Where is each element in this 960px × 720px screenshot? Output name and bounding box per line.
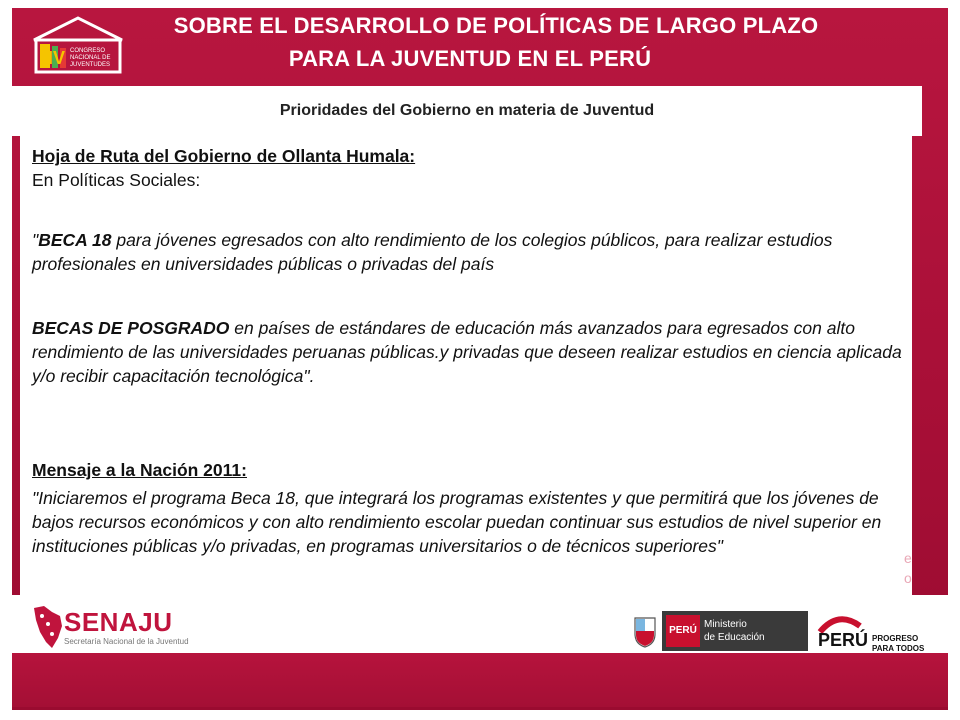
line-politicas-sociales: En Políticas Sociales:	[32, 170, 201, 190]
ministerio-educacion-logo	[662, 611, 808, 651]
subheader-band	[12, 86, 922, 136]
ghost-char-1: e	[904, 550, 912, 566]
subheader-title: Prioridades del Gobierno en materia de Juventud	[279, 102, 655, 119]
beca18-text: para jóvenes egresados con alto rendimiento de los colegios públicos, para realizar estudios profesionales en universidades públicas o privadas del país	[32, 230, 833, 274]
senaju-name: SENAJU	[64, 607, 173, 637]
slide-title-line2: PARA LA JUVENTUD EN EL PERÚ	[288, 46, 652, 71]
heading2-text: Mensaje a la Nación 2011:	[32, 460, 247, 480]
peru-wordmark: PERÚ	[818, 630, 869, 650]
posgrado-term: BECAS DE POSGRADO	[32, 318, 230, 338]
content-panel	[20, 134, 912, 606]
paragraph-mensaje: "Iniciaremos el programa Beca 18, que integrará los programas existentes y que permitirá que los jóvenes de bajos recursos económicos y con alto rendimiento escolar puedan continuar sus estudios de nivel superior en instituciones públicas y/o privadas, en programas universitarios o de técnicos superiores"	[32, 488, 882, 556]
paragraph-beca18	[32, 228, 902, 276]
heading-hoja-de-ruta	[32, 144, 902, 168]
svg-text:CONGRESO: CONGRESO	[70, 48, 106, 54]
heading1-text: Hoja de Ruta del Gobierno de Ollanta Humala:	[32, 146, 416, 166]
minedu-peru-tag: PERÚ	[666, 615, 700, 647]
ghost-char-2: o	[904, 570, 912, 586]
progreso-line1: PROGRESO	[872, 634, 919, 643]
paragraph-posgrado	[32, 316, 902, 388]
senaju-subtitle: Secretaría Nacional de la Juventud	[64, 637, 189, 646]
minedu-line2: de Educación	[704, 632, 765, 643]
progreso-tagline	[872, 634, 924, 654]
minedu-line1: Ministerio	[704, 619, 747, 630]
congreso-juventudes-logo	[26, 14, 130, 76]
heading-mensaje	[32, 458, 902, 482]
minedu-text	[704, 618, 765, 644]
slide-title-line1: SOBRE EL DESARROLLO DE POLÍTICAS DE LARGO PLAZO	[173, 13, 819, 38]
beca18-quote: "	[32, 230, 39, 250]
overflow-ghost-text	[904, 548, 912, 588]
svg-text:NACIONAL DE: NACIONAL DE	[70, 55, 111, 61]
beca18-term: BECA 18	[38, 230, 112, 250]
peru-shield-icon	[632, 614, 658, 648]
svg-text:IV: IV	[48, 48, 66, 68]
progreso-line2: PARA TODOS	[872, 644, 925, 653]
posgrado-text: en países de estándares de educación más avanzados para egresados con alto rendimiento de las universidades peruanas públicas.y privadas que deseen realizar estudios en ciencia aplicada y/o recibir capacitación tecnológica".	[32, 318, 902, 386]
svg-text:JUVENTUDES: JUVENTUDES	[70, 62, 111, 68]
